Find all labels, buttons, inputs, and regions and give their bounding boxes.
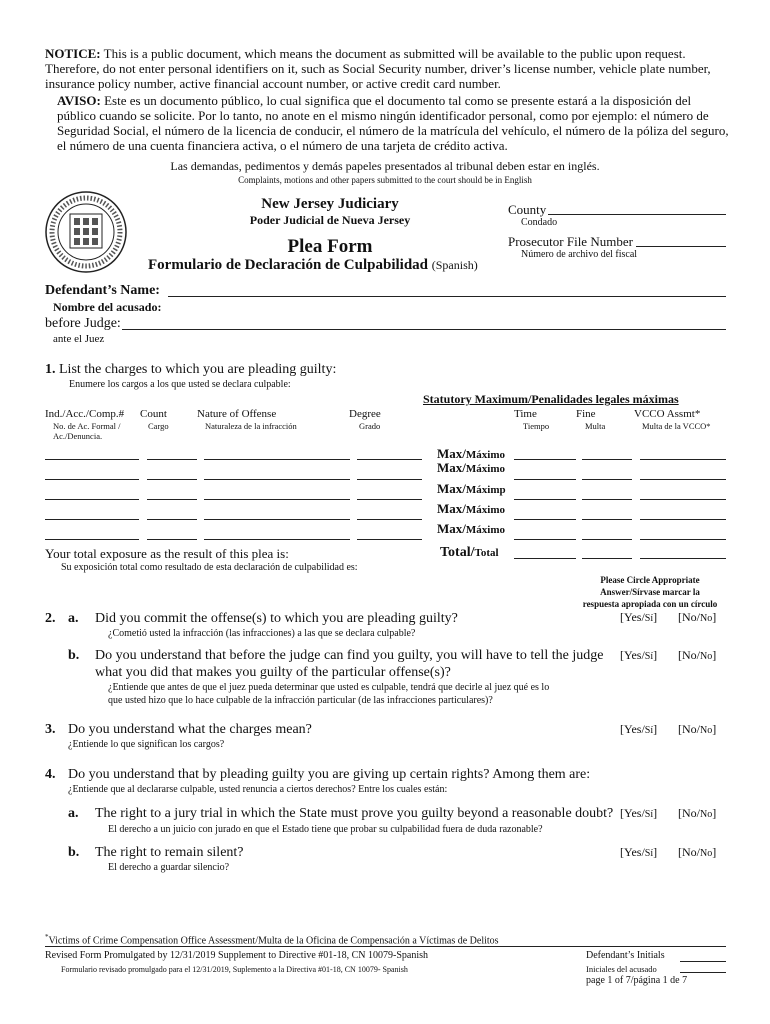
q4-text: Do you understand that by pleading guilty you are giving up certain rights? Among them are: xyxy=(68,767,591,782)
q2a-yes-option[interactable]: [Yes/Sí] xyxy=(620,610,658,624)
count-field[interactable] xyxy=(147,519,197,520)
judiciary-seal xyxy=(44,190,128,274)
q2b-text-2: what you did that makes you guilty of the particular offense(s)? xyxy=(95,665,451,680)
circle-note-3: respuesta apropiada con un círculo xyxy=(582,599,718,609)
max-label xyxy=(437,460,505,476)
max-label-en: Max/ xyxy=(437,501,466,516)
q4a-text-es: El derecho a un juicio con jurado en que el Estado tiene que probar su culpabilidad fuera de duda razonable? xyxy=(108,824,543,835)
time-field[interactable] xyxy=(514,539,576,540)
nature-field[interactable] xyxy=(204,479,350,480)
col-nature-es: Naturaleza de la infracción xyxy=(205,421,297,431)
q2b-text-1: Do you understand that before the judge can find you guilty, you will have to tell the judge xyxy=(95,648,604,663)
ind-field[interactable] xyxy=(45,479,139,480)
judge-label-es: ante el Juez xyxy=(53,333,105,345)
circle-note-1: Please Circle Appropriate xyxy=(600,575,700,585)
time-field[interactable] xyxy=(514,519,576,520)
language-notice-en: Complaints, motions and other papers submitted to the court should be in English xyxy=(238,175,532,185)
max-label-en: Max/ xyxy=(437,481,466,496)
col-degree: Degree xyxy=(349,408,381,420)
q2b-no-option[interactable]: [No/No] xyxy=(678,648,717,662)
total-vcco-field[interactable] xyxy=(640,558,726,559)
col-vcco: VCCO Assmt* xyxy=(634,408,701,420)
notice-text: This is a public document, which means the document as submitted will be available to the public upon request. Therefore, do not enter personal identifiers on it, such as Social Security number, driver’s license number, vehicle plate number, insurance policy number, active financial account number, or active credit card number. xyxy=(45,46,711,91)
col-nature: Nature of Offense xyxy=(197,408,277,420)
total-fine-field[interactable] xyxy=(582,558,632,559)
q4b-letter: b. xyxy=(68,845,80,860)
q2a-letter: a. xyxy=(68,611,79,626)
max-label-en: Max/ xyxy=(437,446,466,461)
max-label-en: Max/ xyxy=(437,521,466,536)
col-ind-es: No. de Ac. Formal / Ac./Denuncia. xyxy=(53,421,121,441)
footnote xyxy=(45,933,499,946)
col-count-es: Cargo xyxy=(148,421,169,431)
defendant-name-label-es: Nombre del acusado: xyxy=(53,300,162,314)
charges-question-es: Enumere los cargos a los que usted se declara culpable: xyxy=(69,379,291,390)
fine-field[interactable] xyxy=(582,479,632,480)
max-label-es: Máximo xyxy=(465,449,505,461)
ind-field[interactable] xyxy=(45,539,139,540)
fine-field[interactable] xyxy=(582,519,632,520)
max-label-en: Max/ xyxy=(437,460,466,475)
count-field[interactable] xyxy=(147,479,197,480)
total-label-es: Total xyxy=(474,547,499,559)
ind-field[interactable] xyxy=(45,459,139,460)
form-subtitle-es: Formulario de Declaración de Culpabilidad xyxy=(148,257,429,273)
degree-field[interactable] xyxy=(357,459,422,460)
revised-form-es: Formulario revisado promulgado para el 12/31/2019, Suplemento a la Directiva #01-18, CN 10079- Spanish xyxy=(61,965,408,974)
form-title: Plea Form xyxy=(287,236,373,257)
max-label-es: Máximo xyxy=(465,504,505,516)
form-subtitle xyxy=(148,257,478,274)
nature-field[interactable] xyxy=(204,459,350,460)
q4-num: 4. xyxy=(45,767,56,782)
prosecutor-label: Prosecutor File Number xyxy=(508,234,633,249)
col-ind: Ind./Acc./Comp.# xyxy=(45,408,125,420)
total-label xyxy=(440,545,499,561)
q3-num: 3. xyxy=(45,722,56,737)
col-time-es: Tiempo xyxy=(523,421,550,431)
degree-field[interactable] xyxy=(357,539,422,540)
col-fine-es: Multa xyxy=(585,421,606,431)
q3-no-option[interactable]: [No/No] xyxy=(678,722,717,736)
footnote-es: Multa de la Oficina de Compensación a Víctimas de Delitos xyxy=(257,935,499,947)
prosecutor-field[interactable] xyxy=(636,246,726,247)
vcco-field[interactable] xyxy=(640,519,726,520)
q4a-text: The right to a jury trial in which the State must prove you guilty beyond a reasonable doubt? xyxy=(95,806,614,821)
notice-english xyxy=(45,46,730,91)
q2b-letter: b. xyxy=(68,648,80,663)
nature-field[interactable] xyxy=(204,499,350,500)
nature-field[interactable] xyxy=(204,519,350,520)
max-label-es: Máximo xyxy=(465,524,505,536)
aviso-label: AVISO: xyxy=(57,93,101,108)
seal-icon xyxy=(44,190,128,274)
time-field[interactable] xyxy=(514,479,576,480)
col-fine: Fine xyxy=(576,408,596,420)
judiciary-title: New Jersey Judiciary xyxy=(261,196,399,212)
form-subtitle-lang: (Spanish) xyxy=(431,258,478,272)
q2a-text: Did you commit the offense(s) to which you are pleading guilty? xyxy=(95,611,458,626)
initials-field[interactable] xyxy=(680,961,726,962)
initials-label: Defendant’s Initials xyxy=(586,950,665,961)
judiciary-title-es: Poder Judicial de Nueva Jersey xyxy=(249,213,411,227)
q2b-text-es-2: que usted hizo que lo hace culpable de la infracción particular (de las infracciones particulares)? xyxy=(108,695,493,706)
ind-field[interactable] xyxy=(45,519,139,520)
footnote-mark: * xyxy=(45,933,49,941)
footer-divider xyxy=(45,946,726,947)
q3-text: Do you understand what the charges mean? xyxy=(68,722,312,737)
notice-spanish xyxy=(57,93,730,153)
q4a-yes-option[interactable]: [Yes/Sí] xyxy=(620,806,658,820)
col-vcco-es: Multa de la VCCO* xyxy=(642,421,711,431)
q2b-yes-option[interactable]: [Yes/Sí] xyxy=(620,648,658,662)
total-label-en: Total/ xyxy=(440,545,475,560)
exposure-label: Your total exposure as the result of this plea is: xyxy=(45,546,289,561)
time-field[interactable] xyxy=(514,499,576,500)
degree-field[interactable] xyxy=(357,499,422,500)
q4b-text-es: El derecho a guardar silencio? xyxy=(108,862,230,873)
max-label-es: Máximo xyxy=(465,463,505,475)
q3-yes-option[interactable]: [Yes/Sí] xyxy=(620,722,658,736)
language-notice-es: Las demandas, pedimentos y demás papeles presentados al tribunal deben estar en inglés. xyxy=(170,159,600,173)
fine-field[interactable] xyxy=(582,499,632,500)
q4a-no-option[interactable]: [No/No] xyxy=(678,806,717,820)
col-time: Time xyxy=(514,408,537,420)
max-label xyxy=(437,481,506,497)
vcco-field[interactable] xyxy=(640,479,726,480)
county-label-es: Condado xyxy=(521,217,558,228)
total-time-field[interactable] xyxy=(514,558,576,559)
degree-field[interactable] xyxy=(357,519,422,520)
revised-form-en: Revised Form Promulgated by 12/31/2019 Supplement to Directive #01-18, CN 10079-Spanish xyxy=(45,950,429,961)
notice-label: NOTICE: xyxy=(45,46,101,61)
nature-field[interactable] xyxy=(204,539,350,540)
county-field[interactable] xyxy=(548,214,726,215)
q3-text-es: ¿Entiende lo que significan los cargos? xyxy=(68,739,225,750)
vcco-field[interactable] xyxy=(640,499,726,500)
count-field[interactable] xyxy=(147,539,197,540)
count-field[interactable] xyxy=(147,459,197,460)
initials-label-es: Iniciales del acusado xyxy=(586,964,657,974)
page-number: page 1 of 7/página 1 de 7 xyxy=(586,975,688,986)
count-field[interactable] xyxy=(147,499,197,500)
charges-question-text: List the charges to which you are pleading guilty: xyxy=(59,362,337,377)
judge-field[interactable] xyxy=(122,329,726,330)
county-label: County xyxy=(508,202,547,217)
charges-question xyxy=(45,362,336,378)
time-field[interactable] xyxy=(514,459,576,460)
fine-field[interactable] xyxy=(582,459,632,460)
vcco-field[interactable] xyxy=(640,539,726,540)
defendant-name-label: Defendant’s Name: xyxy=(45,283,160,298)
q4a-letter: a. xyxy=(68,806,79,821)
q4b-yes-option[interactable]: [Yes/Sí] xyxy=(620,845,658,859)
statutory-max-header: Statutory Maximum/Penalidades legales máximas xyxy=(423,392,679,406)
fine-field[interactable] xyxy=(582,539,632,540)
q4-text-es: ¿Entiende que al declararse culpable, usted renuncia a ciertos derechos? Entre los cuales están: xyxy=(68,784,448,795)
col-count: Count xyxy=(140,408,167,420)
defendant-name-field[interactable] xyxy=(168,296,726,297)
charges-num: 1. xyxy=(45,362,56,377)
degree-field[interactable] xyxy=(357,479,422,480)
q2b-text-es-1: ¿Entiende que antes de que el juez pueda determinar que usted es culpable, tendrá que decirle al juez qué es lo xyxy=(108,682,550,693)
q2a-text-es: ¿Cometió usted la infracción (las infracciones) a las que se declara culpable? xyxy=(108,628,416,639)
q4b-text: The right to remain silent? xyxy=(95,845,244,860)
exposure-label-es: Su exposición total como resultado de esta declaración de culpabilidad es: xyxy=(61,562,358,573)
aviso-text: Este es un documento público, lo cual significa que el documento tal como se presente estará a la disposición del público cuando se solicite. Por lo tanto, no anote en el mismo ningún identificador personal, como por ejemplo: el número de Seguridad Social, el número de la licencia de conducir, el número de la matrícula del vehículo, el número de la póliza del seguro, el número de una cuenta financiera activa, o el número de una tarjeta de crédito activa. xyxy=(57,93,729,153)
q4b-no-option[interactable]: [No/No] xyxy=(678,845,717,859)
footnote-en: Victims of Crime Compensation Office Assessment/ xyxy=(48,935,258,947)
ind-field[interactable] xyxy=(45,499,139,500)
max-label xyxy=(437,501,505,517)
max-label-es: Máximp xyxy=(465,484,506,496)
judge-label: before Judge: xyxy=(45,316,121,331)
prosecutor-label-es: Número de archivo del fiscal xyxy=(521,249,638,260)
vcco-field[interactable] xyxy=(640,459,726,460)
col-degree-es: Grado xyxy=(359,421,381,431)
q2-num: 2. xyxy=(45,611,56,626)
circle-note-2: Answer/Sírvase marcar la xyxy=(600,587,700,597)
max-label xyxy=(437,521,505,537)
q2a-no-option[interactable]: [No/No] xyxy=(678,610,717,624)
initials-field-2[interactable] xyxy=(680,972,726,973)
